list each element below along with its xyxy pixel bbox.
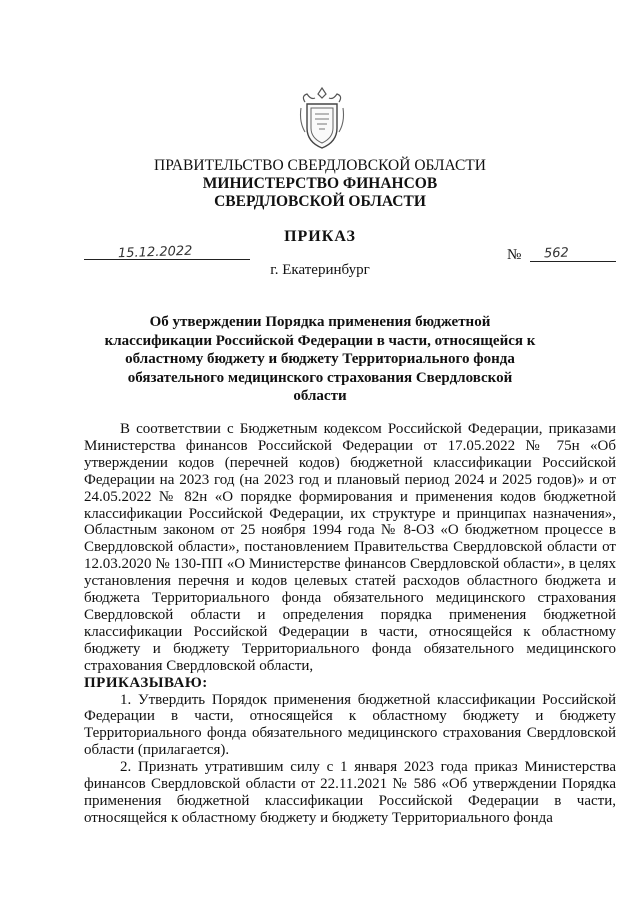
number-label: № xyxy=(507,247,522,263)
ministry-name: МИНИСТЕРСТВО ФИНАНСОВ xyxy=(202,175,438,192)
government-name: ПРАВИТЕЛЬСТВО СВЕРДЛОВСКОЙ ОБЛАСТИ xyxy=(154,157,486,174)
document-title: Об утверждении Порядка применения бюджетной классификации Российской Федерации в части, относящейся к областному бюджету и бюджету Территориального фонда обязательного медицинского страхования Свердловской области xyxy=(104,314,536,404)
city: г. Екатеринбург xyxy=(270,262,370,278)
ministry-region: СВЕРДЛОВСКОЙ ОБЛАСТИ xyxy=(214,193,426,210)
order-item-2: 2. Признать утратившим силу с 1 января 2023 года приказ Министерства финансов Свердловской области от 22.11.2021 № 586 «Об утверждении Порядка применения бюджетной классификации Российской Федерации в части, относящейся к областному бюджету и бюджету Территориального фонда xyxy=(84,759,616,826)
order-date: 15.12.2022 xyxy=(117,243,193,262)
preamble: В соответствии с Бюджетным кодексом Российской Федерации, приказами Министерства финансов Российской Федерации от 17.05.2022 № 75н «Об утверждении кодов (перечней кодов) бюджетной классификации Российской Федерации на 2023 год (на 2023 год и плановый период 2024 и 2025 годов)» и от 24.05.2022 № 82н «О порядке формирования и применения кодов бюджетной классификации Российской Федерации, их структуре и принципах назначения», Областным законом от 25 ноября 1994 года № 8-ОЗ «О бюджетном процессе в Свердловской области», постановлением Правительства Свердловской области от 12.03.2020 № 130-ПП «О Министерстве финансов Свердловской области», в целях установления перечня и кодов целевых статей расходов областного бюджета и бюджета Территориального фонда обязательного медицинского страхования Свердловской области и определения порядка применения бюджетной классификации Российской Федерации в части, относящейся к областному бюджету и бюджету Территориального фонда обязательного медицинского страхования Свердловской области, xyxy=(84,421,616,674)
coat-of-arms-icon xyxy=(297,86,347,152)
date-underline xyxy=(84,259,250,260)
order-word: ПРИКАЗЫВАЮ: xyxy=(84,674,208,691)
document-body xyxy=(84,421,616,827)
document-type: ПРИКАЗ xyxy=(284,228,356,245)
order-number: 562 xyxy=(543,245,570,262)
order-item-1: 1. Утвердить Порядок применения бюджетной классификации Российской Федерации в части, относящейся к областному бюджету и бюджету Территориального фонда обязательного медицинского страхования Свердловской области (прилагается). xyxy=(84,691,616,759)
